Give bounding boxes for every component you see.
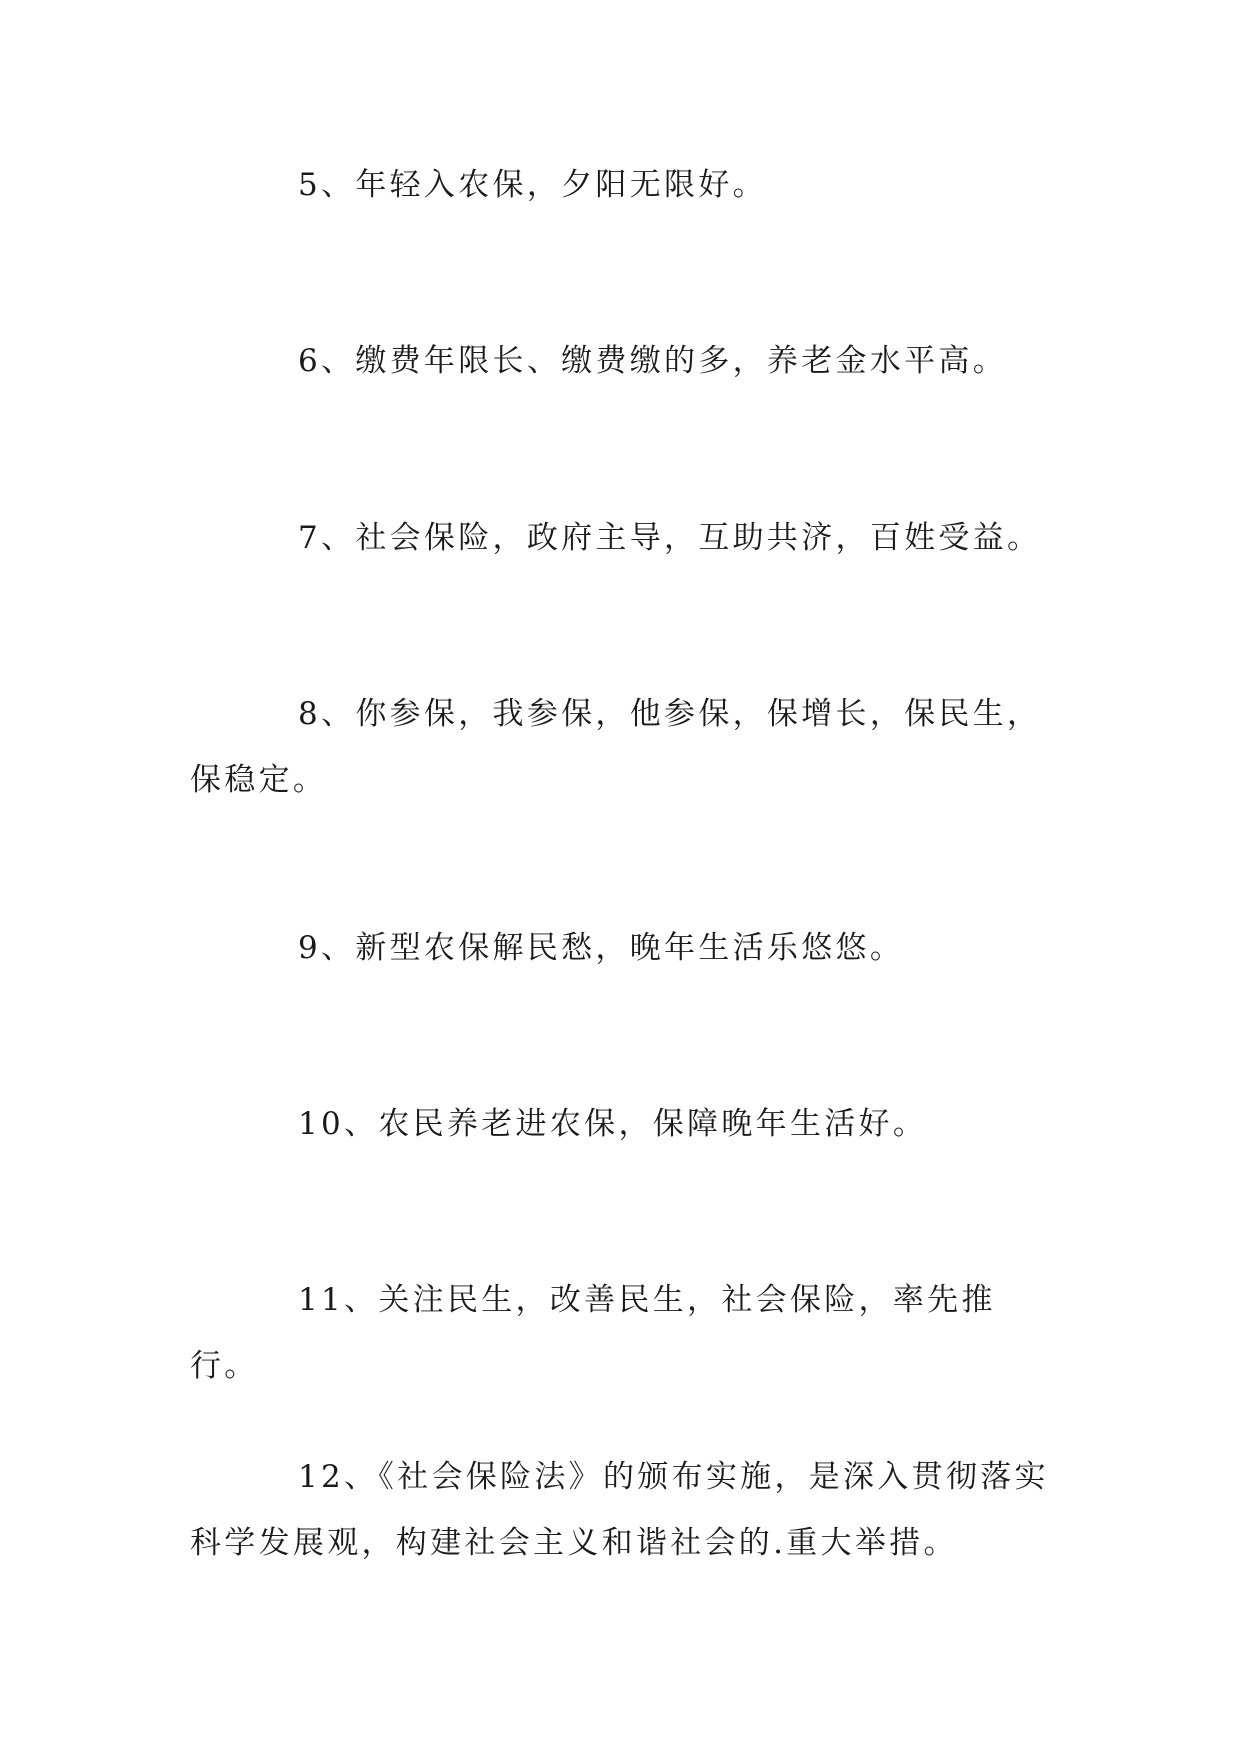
slogan-paragraph-10: 10、农民养老进农保，保障晚年生活好。 <box>298 1106 928 1142</box>
slogan-paragraph-9: 9、新型农保解民愁，晚年生活乐悠悠。 <box>298 930 905 966</box>
slogan-paragraph-12: 12、《社会保险法》的颁布实施，是深入贯彻落实科学发展观，构建社会主义和谐社会的.重大举措。 <box>190 1459 1049 1561</box>
slogan-paragraph-11: 11、关注民生，改善民生，社会保险，率先推行。 <box>190 1282 996 1384</box>
slogan-paragraph-6: 6、缴费年限长、缴费缴的多，养老金水平高。 <box>298 343 1008 379</box>
slogan-paragraph-7: 7、社会保险，政府主导，互助共济，百姓受益。 <box>298 520 1042 556</box>
slogan-paragraph-8: 8、你参保，我参保，他参保，保增长，保民生，保稳定。 <box>190 696 1042 798</box>
slogan-paragraph-5: 5、年轻入农保，夕阳无限好。 <box>298 167 767 203</box>
